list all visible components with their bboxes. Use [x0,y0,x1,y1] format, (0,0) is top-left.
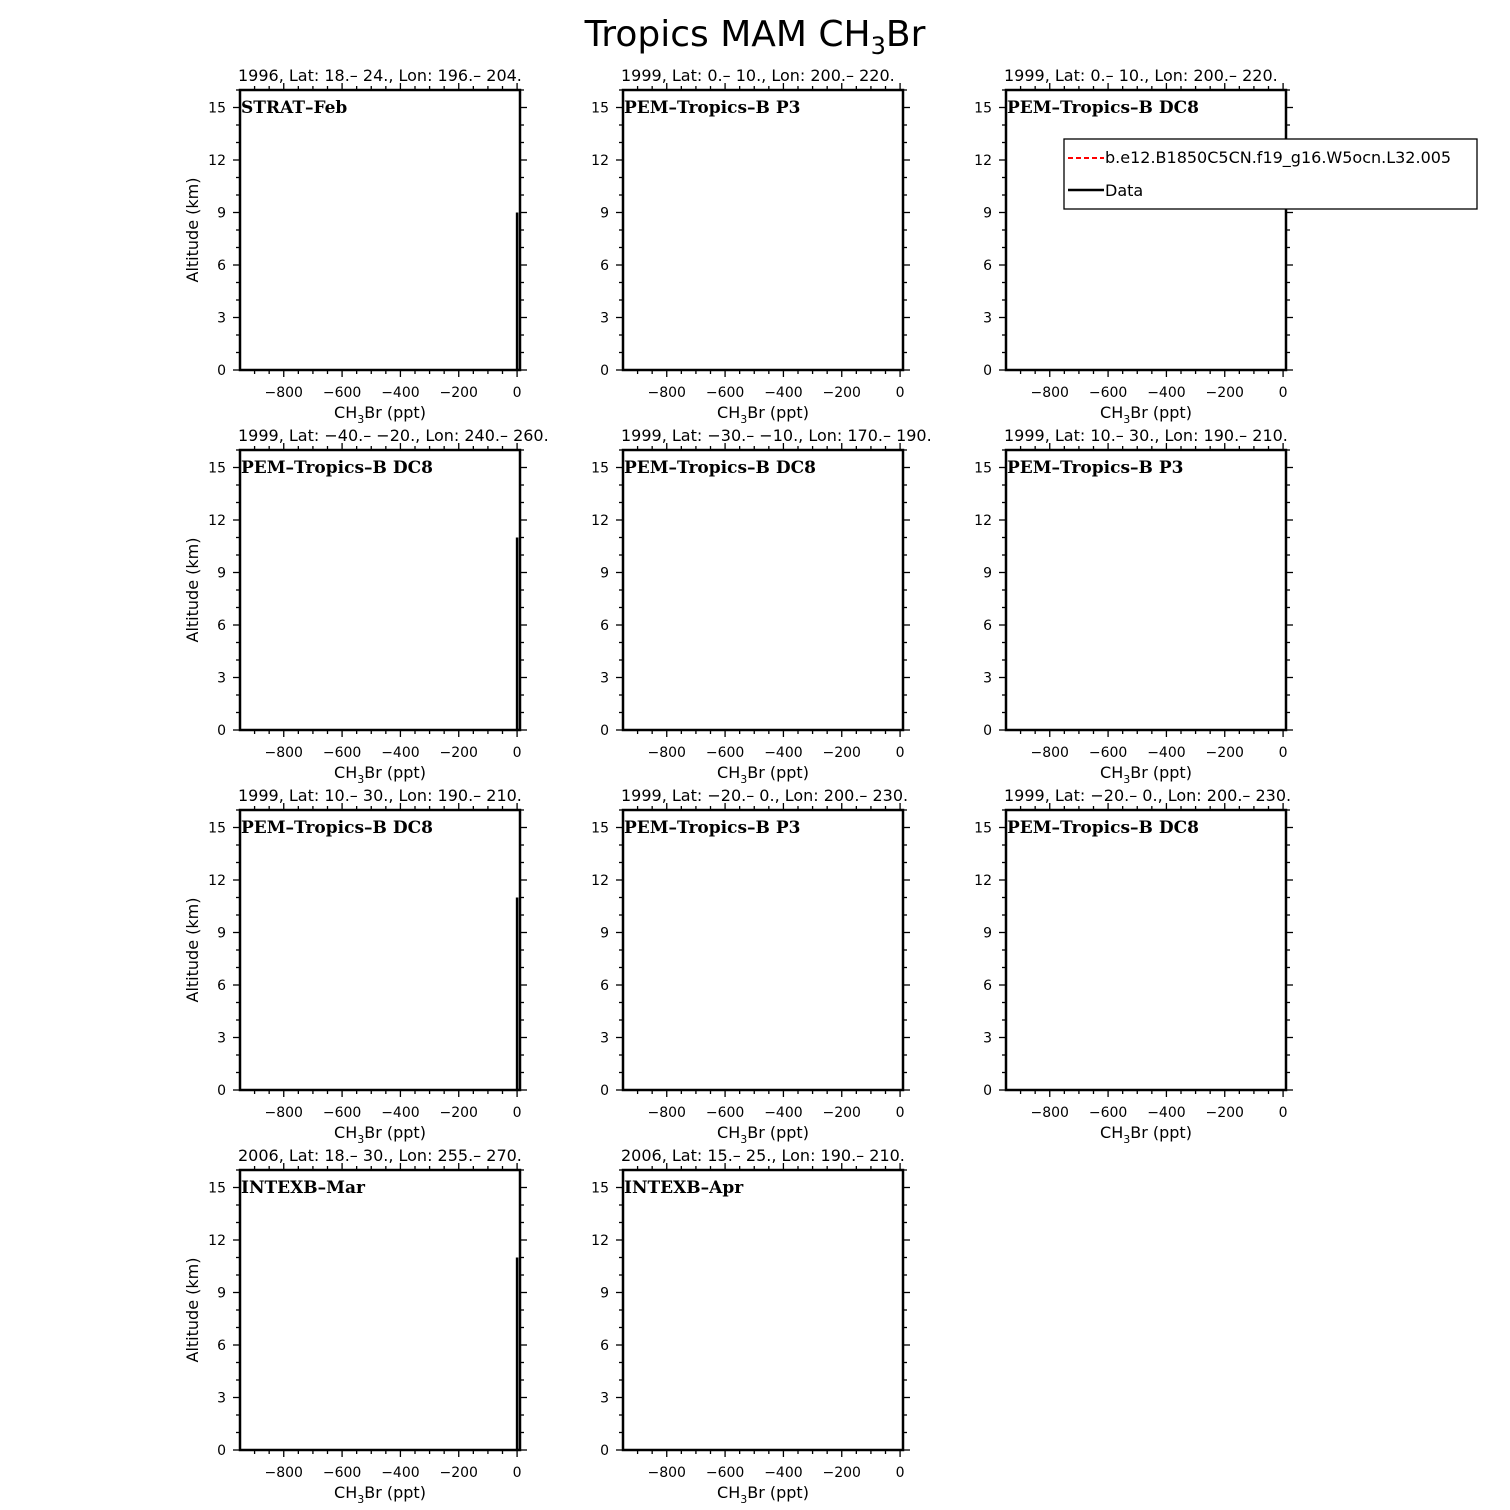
x-tick-label: −200 [1205,745,1244,761]
y-tick-label: 6 [217,618,226,634]
panel-title: 2006, Lat: 15.– 25., Lon: 190.– 210. [621,1146,905,1165]
campaign-label: PEM–Tropics–B DC8 [241,818,433,838]
y-tick-label: 0 [983,1083,992,1099]
y-tick-label: 0 [217,363,226,379]
y-axis-label: Altitude (km) [183,177,202,283]
y-tick-label: 12 [208,1233,226,1249]
legend [1064,139,1477,209]
y-tick-label: 12 [208,153,226,169]
x-tick-label: −200 [439,745,478,761]
x-tick-label: −400 [1147,1105,1186,1121]
y-tick-label: 9 [217,205,226,222]
y-tick-label: 3 [600,310,609,327]
x-tick-label: −600 [1088,385,1128,401]
y-tick-label: 9 [983,925,992,942]
x-tick-label: −800 [1030,1105,1069,1121]
figure-title-main: Tropics MAM CH [584,14,871,55]
x-tick-label: −800 [647,1105,686,1121]
x-tick-label: −400 [381,745,420,761]
y-tick-label: 0 [600,363,609,379]
y-tick-label: 12 [591,513,609,529]
y-tick-label: 15 [208,100,226,117]
y-tick-label: 15 [591,1180,609,1197]
panel-title: 1999, Lat: −40.– −20., Lon: 240.– 260. [238,426,549,445]
campaign-label: PEM–Tropics–B DC8 [241,458,433,478]
y-tick-label: 15 [591,460,609,477]
figure-title-tail: Br [885,14,926,55]
y-tick-label: 12 [974,513,992,529]
x-tick-label: −800 [264,385,303,401]
y-tick-label: 3 [983,1030,992,1047]
y-tick-label: 9 [600,205,609,222]
x-tick-label: −400 [764,1105,803,1121]
y-tick-label: 15 [208,460,226,477]
y-tick-label: 6 [217,1338,226,1354]
x-tick-label: −200 [439,385,478,401]
panel-title: 1999, Lat: 10.– 30., Lon: 190.– 210. [1004,426,1288,445]
x-axis-label-tail: Br (ppt) [364,1483,426,1502]
x-tick-label: −200 [439,1105,478,1121]
panel-title: 2006, Lat: 18.– 30., Lon: 255.– 270. [238,1146,522,1165]
x-tick-label: 0 [895,385,905,401]
y-tick-label: 0 [983,723,992,739]
x-tick-label: −400 [1147,385,1186,401]
x-tick-label: 0 [895,745,905,761]
x-axis-label-tail: Br (ppt) [747,763,809,782]
y-tick-label: 12 [974,153,992,169]
y-axis-label: Altitude (km) [183,897,202,1003]
campaign-label: PEM–Tropics–B P3 [624,98,801,118]
x-tick-label: −600 [1088,1105,1128,1121]
x-tick-label: −200 [822,1465,861,1481]
x-tick-label: 0 [512,385,522,401]
y-tick-label: 0 [983,363,992,379]
y-tick-label: 9 [983,565,992,582]
y-tick-label: 3 [217,670,226,687]
panel-title: 1999, Lat: 0.– 10., Lon: 200.– 220. [1004,66,1278,85]
y-tick-label: 9 [217,565,226,582]
x-axis-label-main: CH [1100,1123,1124,1142]
y-tick-label: 12 [208,513,226,529]
x-tick-label: −600 [705,385,745,401]
x-tick-label: −400 [1147,745,1186,761]
x-axis-label-subscript: 3 [357,413,365,426]
y-tick-label: 3 [217,310,226,327]
x-tick-label: −800 [264,1465,303,1481]
x-tick-label: 0 [1278,385,1288,401]
y-tick-label: 6 [600,258,609,274]
x-tick-label: 0 [895,1465,905,1481]
legend-model-label: b.e12.B1850C5CN.f19_g16.W5ocn.L32.005 [1105,148,1452,167]
x-axis-label-main: CH [717,1123,741,1142]
x-axis-label-main: CH [717,763,741,782]
x-tick-label: −200 [439,1465,478,1481]
x-tick-label: −600 [322,1465,362,1481]
campaign-label: PEM–Tropics–B P3 [624,818,801,838]
y-tick-label: 6 [983,258,992,274]
x-tick-label: −600 [705,745,745,761]
x-tick-label: 0 [1278,1105,1288,1121]
campaign-label: PEM–Tropics–B DC8 [624,458,816,478]
x-axis-label-tail: Br (ppt) [747,1483,809,1502]
legend-data-label: Data [1105,181,1144,200]
x-axis-label-subscript: 3 [357,773,365,786]
y-tick-label: 15 [974,100,992,117]
campaign-label: PEM–Tropics–B DC8 [1007,818,1199,838]
y-tick-label: 12 [208,873,226,889]
x-tick-label: −600 [322,385,362,401]
x-tick-label: −800 [647,1465,686,1481]
x-tick-label: −400 [381,1105,420,1121]
y-tick-label: 0 [600,723,609,739]
x-axis-label-tail: Br (ppt) [1130,1123,1192,1142]
x-axis-label-subscript: 3 [1123,413,1131,426]
x-axis-label-main: CH [334,403,358,422]
x-axis-label-tail: Br (ppt) [364,403,426,422]
x-axis-label-subscript: 3 [357,1133,365,1146]
x-tick-label: −600 [322,1105,362,1121]
y-tick-label: 3 [217,1390,226,1407]
y-axis-label: Altitude (km) [183,1257,202,1363]
x-axis-label-subscript: 3 [1123,773,1131,786]
y-tick-label: 12 [974,873,992,889]
x-axis-label-subscript: 3 [740,773,748,786]
y-tick-label: 3 [217,1030,226,1047]
panel-title: 1999, Lat: 0.– 10., Lon: 200.– 220. [621,66,895,85]
x-axis-label-subscript: 3 [357,1493,365,1506]
y-tick-label: 3 [600,1030,609,1047]
x-tick-label: 0 [512,745,522,761]
x-axis-label-main: CH [334,1123,358,1142]
x-axis-label-tail: Br (ppt) [364,1123,426,1142]
x-axis-label-subscript: 3 [740,1493,748,1506]
x-axis-label-subscript: 3 [740,1133,748,1146]
y-tick-label: 15 [974,820,992,837]
x-tick-label: −400 [764,385,803,401]
x-tick-label: −400 [381,1465,420,1481]
x-tick-label: −800 [1030,385,1069,401]
x-tick-label: −800 [647,385,686,401]
x-tick-label: −400 [764,745,803,761]
y-tick-label: 9 [217,1285,226,1302]
y-tick-label: 15 [208,1180,226,1197]
x-tick-label: −800 [264,745,303,761]
x-tick-label: −600 [1088,745,1128,761]
x-axis-label-subscript: 3 [1123,1133,1131,1146]
y-tick-label: 15 [208,820,226,837]
y-tick-label: 0 [217,1083,226,1099]
x-axis-label-tail: Br (ppt) [1130,403,1192,422]
y-tick-label: 9 [600,925,609,942]
x-tick-label: 0 [1278,745,1288,761]
x-axis-label-tail: Br (ppt) [1130,763,1192,782]
panel-title: 1996, Lat: 18.– 24., Lon: 196.– 204. [238,66,522,85]
y-tick-label: 6 [217,258,226,274]
panel-title: 1999, Lat: −30.– −10., Lon: 170.– 190. [621,426,932,445]
x-tick-label: −600 [705,1105,745,1121]
x-tick-label: 0 [512,1465,522,1481]
x-tick-label: −200 [822,745,861,761]
campaign-label: INTEXB–Apr [624,1178,744,1198]
x-axis-label-tail: Br (ppt) [747,403,809,422]
x-tick-label: −400 [381,385,420,401]
y-tick-label: 6 [600,978,609,994]
y-axis-label: Altitude (km) [183,537,202,643]
y-tick-label: 9 [983,205,992,222]
x-axis-label-main: CH [1100,763,1124,782]
panel-title: 1999, Lat: 10.– 30., Lon: 190.– 210. [238,786,522,805]
y-tick-label: 3 [600,670,609,687]
panel-title: 1999, Lat: −20.– 0., Lon: 200.– 230. [1004,786,1292,805]
y-tick-label: 3 [600,1390,609,1407]
y-tick-label: 9 [217,925,226,942]
x-axis-label-main: CH [334,1483,358,1502]
x-axis-label-tail: Br (ppt) [747,1123,809,1142]
x-tick-label: −800 [1030,745,1069,761]
y-tick-label: 0 [600,1443,609,1459]
campaign-label: STRAT–Feb [241,98,348,118]
campaign-label: PEM–Tropics–B DC8 [1007,98,1199,118]
y-tick-label: 6 [217,978,226,994]
x-tick-label: −600 [705,1465,745,1481]
y-tick-label: 15 [591,100,609,117]
x-axis-label-main: CH [717,1483,741,1502]
y-tick-label: 12 [591,873,609,889]
y-tick-label: 12 [591,1233,609,1249]
y-tick-label: 15 [974,460,992,477]
y-tick-label: 15 [591,820,609,837]
y-tick-label: 0 [217,1443,226,1459]
y-tick-label: 3 [983,670,992,687]
y-tick-label: 6 [600,1338,609,1354]
campaign-label: INTEXB–Mar [241,1178,365,1198]
x-axis-label-main: CH [1100,403,1124,422]
y-tick-label: 9 [600,565,609,582]
x-tick-label: −800 [264,1105,303,1121]
x-tick-label: 0 [895,1105,905,1121]
y-tick-label: 6 [983,978,992,994]
y-tick-label: 3 [983,310,992,327]
x-tick-label: −200 [822,1105,861,1121]
figure-title-subscript: 3 [870,32,886,60]
y-tick-label: 0 [217,723,226,739]
y-tick-label: 0 [600,1083,609,1099]
y-tick-label: 9 [600,1285,609,1302]
x-tick-label: −800 [647,745,686,761]
x-tick-label: −400 [764,1465,803,1481]
y-tick-label: 12 [591,153,609,169]
x-axis-label-tail: Br (ppt) [364,763,426,782]
campaign-label: PEM–Tropics–B P3 [1007,458,1184,478]
x-tick-label: 0 [512,1105,522,1121]
x-tick-label: −600 [322,745,362,761]
x-tick-label: −200 [1205,1105,1244,1121]
x-axis-label-subscript: 3 [740,413,748,426]
x-axis-label-main: CH [717,403,741,422]
y-tick-label: 6 [983,618,992,634]
y-tick-label: 6 [600,618,609,634]
x-tick-label: −200 [822,385,861,401]
x-axis-label-main: CH [334,763,358,782]
x-tick-label: −200 [1205,385,1244,401]
panel-title: 1999, Lat: −20.– 0., Lon: 200.– 230. [621,786,909,805]
